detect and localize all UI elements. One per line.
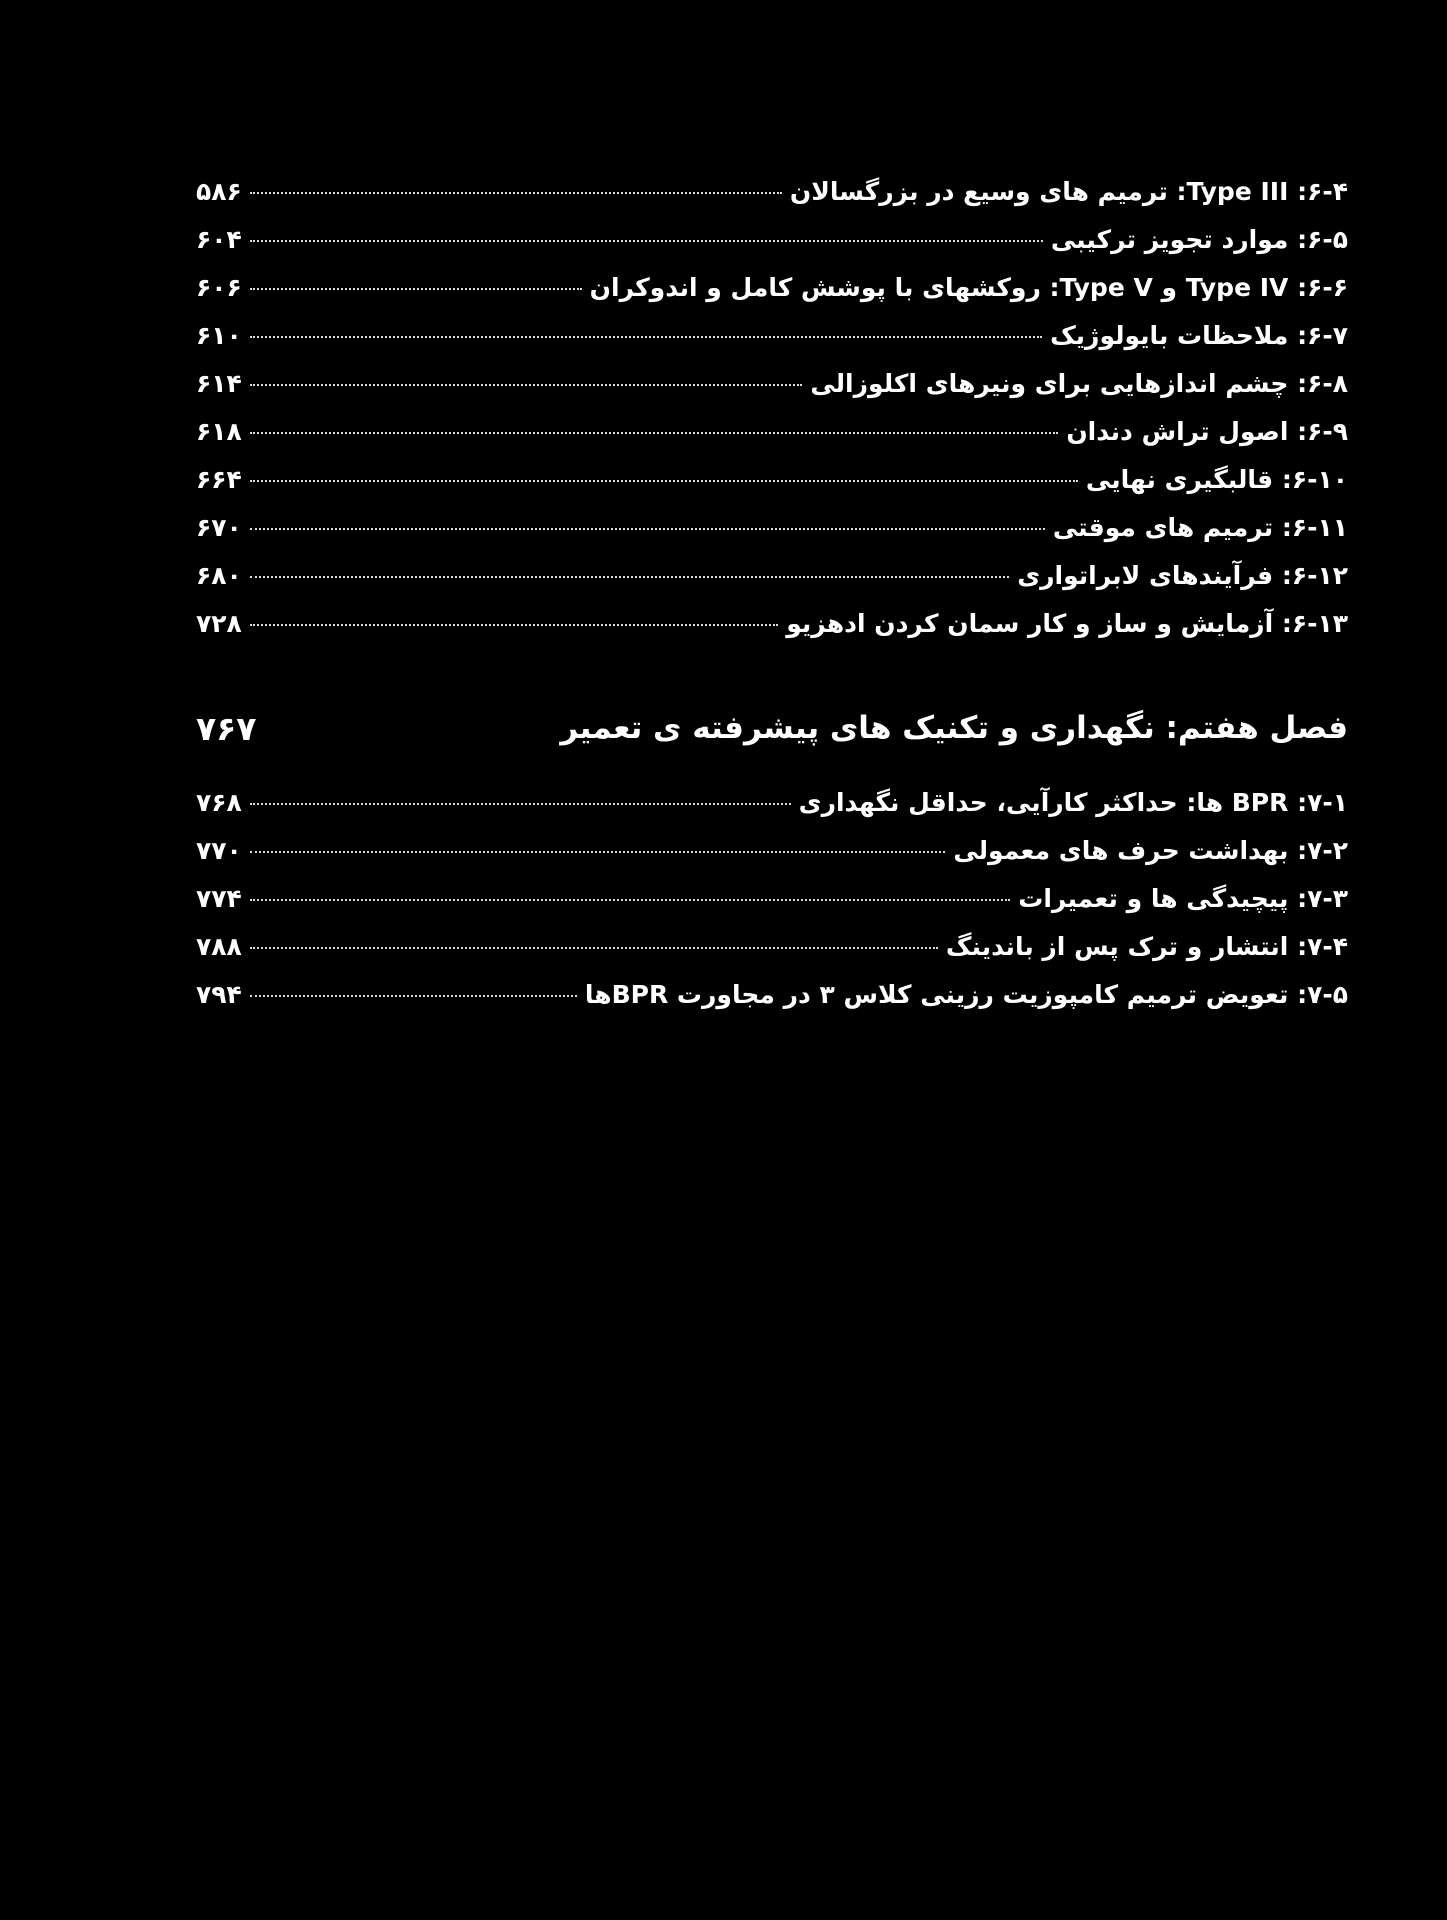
- dot-leader: [250, 576, 1009, 578]
- toc-entry-title: ۶-۱۱: ترمیم های موقتی: [1052, 513, 1348, 542]
- toc-entry[interactable]: [196, 923, 1348, 971]
- toc-entry-title: ۷-۴: انتشار و ترک پس از باندینگ: [945, 932, 1348, 961]
- toc-entry-page: ۷۷۰: [196, 836, 242, 865]
- toc-entry-title: ۷-۵: تعویض ترمیم کامپوزیت رزینی کلاس ۳ در مجاورت BPRها: [584, 980, 1348, 1009]
- toc-entry-page: ۶۱۸: [196, 417, 242, 446]
- toc-entry[interactable]: [196, 360, 1348, 408]
- chapter-7-heading: [196, 700, 1348, 756]
- toc-entry[interactable]: [196, 971, 1348, 1019]
- toc-entry-title: ۷-۳: پیچیدگی ها و تعمیرات: [1018, 884, 1348, 913]
- toc-entry-page: ۷۶۸: [196, 788, 242, 817]
- dot-leader: [250, 995, 577, 997]
- dot-leader: [250, 480, 1078, 482]
- toc-entry-title: ۶-۱۲: فرآیندهای لابراتواری: [1017, 561, 1348, 590]
- toc-entry[interactable]: [196, 216, 1348, 264]
- dot-leader: [250, 336, 1042, 338]
- toc-entry[interactable]: [196, 408, 1348, 456]
- toc-entry[interactable]: [196, 552, 1348, 600]
- toc-entry[interactable]: [196, 600, 1348, 648]
- toc-entry[interactable]: [196, 875, 1348, 923]
- toc-entry[interactable]: [196, 779, 1348, 827]
- toc-entry-title: ۶-۴: Type III: ترمیم های وسیع در بزرگسالان: [789, 177, 1348, 206]
- dot-leader: [250, 899, 1010, 901]
- toc-entry-title: ۶-۶: Type IV و Type V: روکشهای با پوشش کامل و اندوکران: [589, 273, 1348, 302]
- dot-leader: [250, 947, 938, 949]
- dot-leader: [250, 192, 782, 194]
- toc-entry-title: ۶-۷: ملاحظات بایولوژیک: [1050, 321, 1348, 350]
- toc-entry-title: ۶-۱۰: قالبگیری نهایی: [1085, 465, 1348, 494]
- toc-entry-page: ۶۷۰: [196, 513, 242, 542]
- chapter-7-entries: [196, 779, 1348, 1019]
- toc-entry-page: ۷۸۸: [196, 932, 242, 961]
- toc-entry-title: ۷-۲: بهداشت حرف های معمولی: [953, 836, 1348, 865]
- toc-entry-title: ۶-۸: چشم اندازهایی برای ونیرهای اکلوزالی: [810, 369, 1348, 398]
- toc-entry[interactable]: [196, 312, 1348, 360]
- dot-leader: [250, 384, 802, 386]
- toc-entry-page: ۷۹۴: [196, 980, 242, 1009]
- toc-entry-title: ۷-۱: BPR ها: حداکثر کارآیی، حداقل نگهداری: [798, 788, 1348, 817]
- chapter-heading-row[interactable]: [196, 700, 1348, 756]
- toc-entry-page: ۶۰۴: [196, 225, 242, 254]
- dot-leader: [250, 851, 945, 853]
- toc-entry[interactable]: [196, 168, 1348, 216]
- chapter-title: فصل هفتم: نگهداری و تکنیک های پیشرفته ی تعمیر: [560, 710, 1348, 746]
- dot-leader: [250, 240, 1043, 242]
- toc-entry-title: ۶-۵: موارد تجویز ترکیبی: [1050, 225, 1348, 254]
- dot-leader: [250, 803, 791, 805]
- toc-entry-title: ۶-۱۳: آزمایش و ساز و کار سمان کردن ادهزیو: [786, 609, 1348, 638]
- chapter-6-entries: [196, 168, 1348, 648]
- toc-entry-page: ۶۱۰: [196, 321, 242, 350]
- dot-leader: [250, 528, 1045, 530]
- dot-leader: [250, 288, 582, 290]
- toc-entry-page: ۶۰۶: [196, 273, 242, 302]
- toc-entry-page: ۶۱۴: [196, 369, 242, 398]
- toc-entry[interactable]: [196, 827, 1348, 875]
- toc-entry-title: ۶-۹: اصول تراش دندان: [1066, 417, 1348, 446]
- toc-entry-page: ۷۷۴: [196, 884, 242, 913]
- chapter-page-number: ۷۶۷: [196, 708, 257, 748]
- toc-entry[interactable]: [196, 504, 1348, 552]
- toc-entry-page: ۶۶۴: [196, 465, 242, 494]
- toc-entry-page: ۵۸۶: [196, 177, 242, 206]
- toc-entry-page: ۶۸۰: [196, 561, 242, 590]
- toc-entry[interactable]: [196, 456, 1348, 504]
- toc-entry[interactable]: [196, 264, 1348, 312]
- dot-leader: [250, 624, 778, 626]
- dot-leader: [250, 432, 1058, 434]
- toc-entry-page: ۷۲۸: [196, 609, 242, 638]
